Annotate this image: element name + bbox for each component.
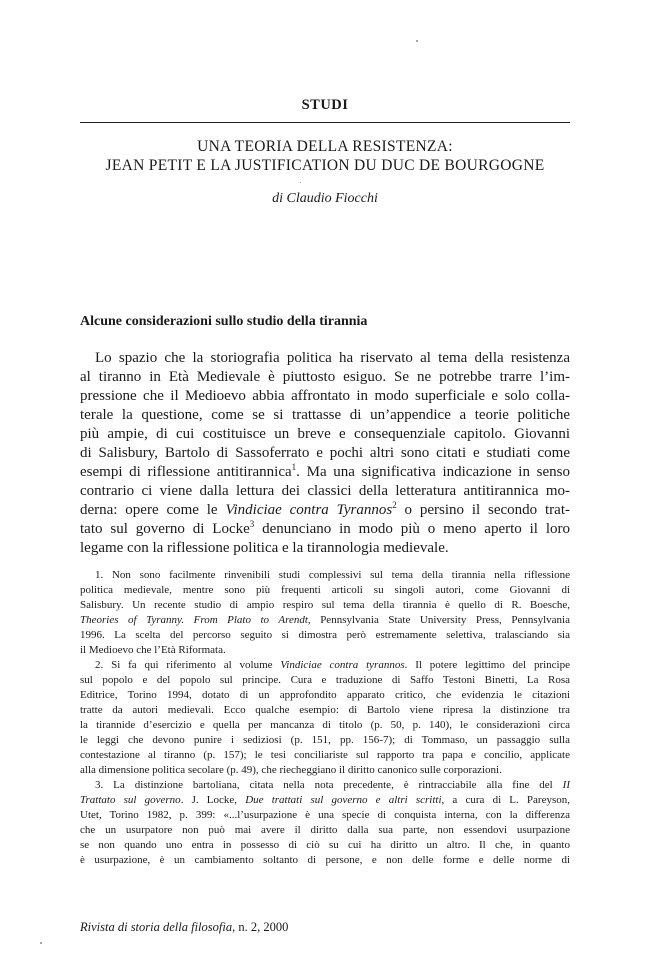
body-text: esempi di riflessione antitirannica	[80, 464, 292, 480]
footnote-2-line: sul popolo e del popolo sul principe. Cura e traduzione di Saffo Testoni Binetti, La Rosa	[80, 674, 570, 686]
journal-issue: , n. 2, 2000	[232, 920, 289, 934]
body-text: tato sul governo di Locke	[80, 521, 250, 537]
footnote-3-line: se non quando uno entra in possesso di ciò su cui ha diritto un altro. Il che, in quanto	[80, 839, 570, 851]
body-line: terale la questione, come se si trattasse di un’appendice a teorie politiche	[80, 407, 570, 423]
footnote-ref-1[interactable]: 1	[291, 462, 297, 472]
footnote-1-line: 1996. La scelta del percorso seguito si dimostra però estremamente selettiva, tralasciando sia	[80, 629, 570, 641]
footnote-3-line	[80, 793, 570, 808]
footnote-2-line: tratte da autori medievali. Ecco qualche esempio: di Bartolo viene ripresa la distinzione tra	[80, 704, 570, 716]
footnote-2-line: contestazione al tiranno (p. 157); le tesi conciliariste sul rapporto tra papa e concilio, applicate	[80, 749, 570, 761]
footnotes	[80, 568, 570, 868]
subsection-heading: Alcune considerazioni sullo studio della tirannia	[80, 314, 368, 329]
body-line	[80, 463, 570, 482]
footnote-2-line: la tirannide d’esercizio e quella per mancanza di titolo (p. 50, p. 140), le considerazioni circa	[80, 719, 570, 731]
footnote-text: 2. Si fa qui riferimento al volume	[95, 659, 281, 671]
cited-title: Theories of Tyranny. From Plato to Arendt	[80, 614, 308, 626]
footnote-2-line	[80, 658, 570, 673]
footnote-2-line: alla dimensione politica secolare (p. 49), che riecheggiano il diritto canonico sulle corporazioni.	[80, 764, 502, 776]
article-author: di Claudio Fiocchi	[272, 191, 378, 206]
footnote-1-line	[80, 613, 570, 628]
journal-name: Rivista di storia della filosofia	[80, 920, 233, 934]
body-line: di Salisbury, Bartolo di Sassoferrato e pochi altri sono citati e studiati come	[80, 445, 570, 461]
footnote-1-line: 1. Non sono facilmente rinvenibili studi complessivi sul tema della tirannia nella riflessione	[95, 569, 570, 581]
footnote-ref-3[interactable]: 3	[249, 519, 255, 529]
body-line: più ampie, di cui costituisce un breve e consequenziale capitolo. Giovanni	[80, 426, 570, 442]
scan-speck	[416, 40, 418, 42]
body-line: legame con la riflessione politica e la tirannologia medievale.	[80, 540, 449, 556]
work-title: Vindiciae contra Tyrannos	[225, 502, 393, 518]
body-line	[80, 520, 570, 539]
body-paragraph	[80, 349, 570, 558]
body-text: derna: opere come le	[80, 502, 226, 518]
footnote-3-line: è usurpazione, è un cambiamento soltanto di persone, e non delle forme e delle norme di	[80, 854, 570, 866]
footnote-3-line: Utet, Torino 1982, p. 399: «...l’usurpazione è una specie di conquista interna, con la differenza	[80, 809, 570, 821]
footnote-3-line: che un usurpatore non può mai avere il diritto dalla sua parte, non essendovi usurpazione	[80, 824, 570, 836]
scan-speck	[300, 182, 301, 183]
footnote-text: . Il potere legittimo del principe	[404, 659, 570, 671]
cited-title: II	[562, 779, 570, 791]
body-line: Lo spazio che la storiografia politica ha riservato al tema della resistenza	[95, 350, 570, 366]
article-title-line-2: JEAN PETIT E LA JUSTIFICATION DU DUC DE BOURGOGNE	[105, 157, 545, 174]
footnote-ref-2[interactable]: 2	[392, 500, 397, 510]
body-line: pressione che il Medioevo abbia affrontato in modo superficiale e solo colla-	[80, 388, 570, 404]
body-text: denunciano in modo più o meno aperto il loro	[254, 521, 570, 537]
footnote-1-line: politica medievale, mentre sono più frequenti articoli su singoli autori, come Giovanni di	[80, 584, 570, 596]
cited-title: Vindiciae contra tyrannos	[280, 659, 405, 671]
section-heading: STUDI	[301, 97, 349, 113]
body-line: al tiranno in Età Medievale è piuttosto esiguo. Se ne potrebbe trarre l’im-	[80, 369, 570, 385]
article-title-line-1: UNA TEORIA DELLA RESISTENZA:	[197, 138, 453, 155]
footnote-2-line: Editrice, Torino 1994, dotato di un approfondito apparato critico, che evidenzia le citazioni	[80, 689, 570, 701]
body-text: o persino il secondo trat-	[396, 502, 570, 518]
cited-title: Trattato sul governo	[80, 794, 181, 806]
body-text: . Ma una significativa indicazione in senso	[296, 464, 570, 480]
footnote-1-line: Salisbury. Un recente studio di ampio respiro sul tema della tirannia è quello di R. Boesche,	[80, 599, 570, 611]
footnote-2-line: le leggi che devono punire i sediziosi (p. 151, pp. 156-7); di Tommaso, un passaggio sulla	[80, 734, 570, 746]
scan-speck	[40, 942, 42, 944]
footnote-text: , Pennsylvania State University Press, Pennsylvania	[307, 614, 570, 626]
footnote-3-line	[80, 778, 570, 793]
journal-footer	[80, 920, 288, 935]
footnote-text: . J. Locke,	[180, 794, 246, 806]
article-title	[60, 137, 590, 175]
footnote-text: , a cura di L. Pareyson,	[441, 794, 571, 806]
footnote-1-line: il Medioevo che l’Età Riformata.	[80, 644, 226, 656]
section-divider	[80, 122, 570, 123]
cited-title: Due trattati sul governo e altri scritti	[245, 794, 442, 806]
footnote-text: 3. La distinzione bartoliana, citata nella nota precedente, è rintracciabile alla fine del	[95, 779, 563, 791]
body-line	[80, 501, 570, 520]
body-line: contrario ci viene dalla lettura dei classici della letteratura antitirannica mo-	[80, 483, 570, 499]
